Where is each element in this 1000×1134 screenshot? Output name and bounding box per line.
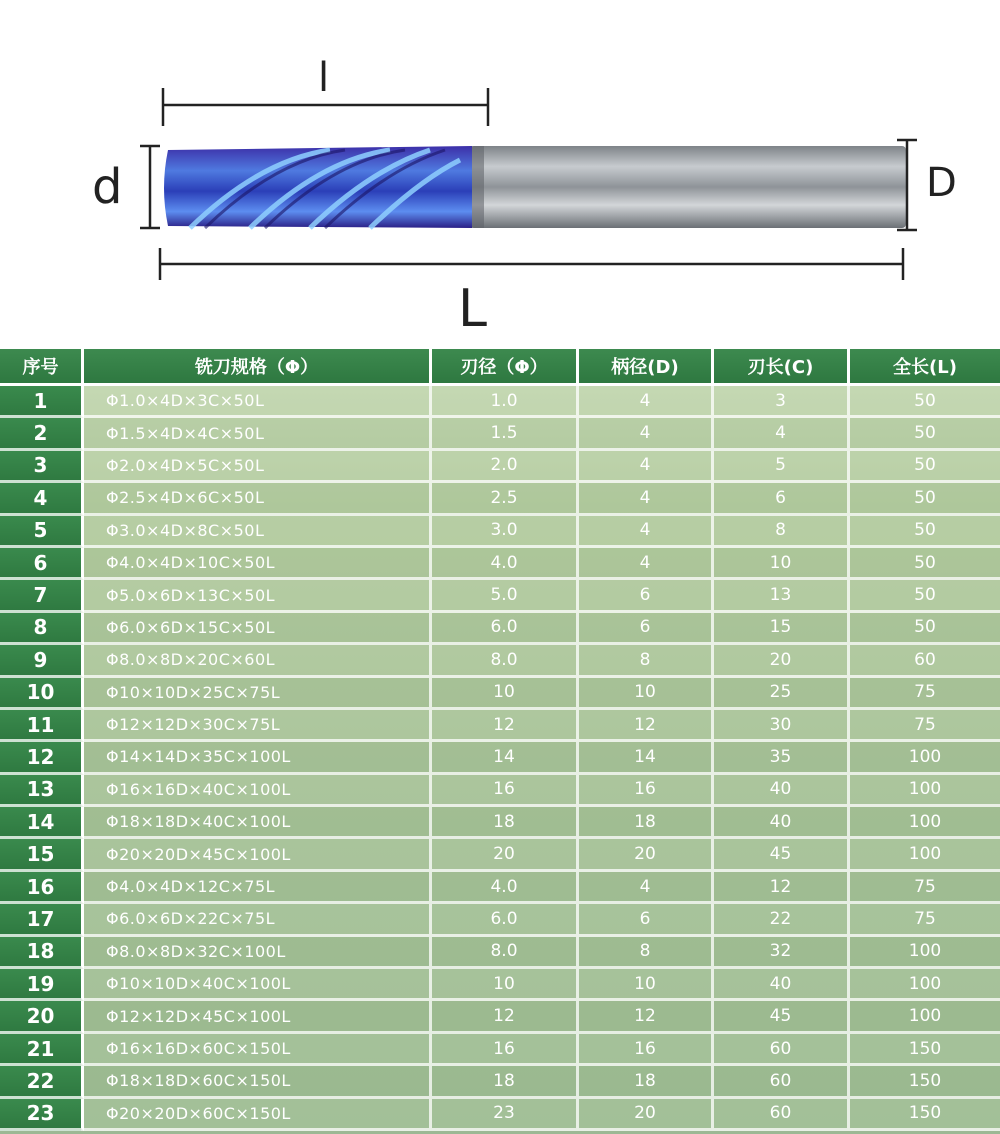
overall-length-cell: 150 xyxy=(850,1066,1000,1098)
shank-diameter-cell: 4 xyxy=(579,418,714,450)
row-index: 22 xyxy=(0,1066,84,1098)
row-index: 20 xyxy=(0,1001,84,1033)
blade-diameter-cell: 3.0 xyxy=(432,516,579,548)
shank-diameter-cell: 6 xyxy=(579,613,714,645)
edge-length-cell: 40 xyxy=(714,807,850,839)
row-index: 11 xyxy=(0,710,84,742)
shank xyxy=(470,146,906,228)
shank-diameter-cell: 16 xyxy=(579,1034,714,1066)
blade-diameter-cell: 6.0 xyxy=(432,613,579,645)
blade-diameter-cell: 8.0 xyxy=(432,937,579,969)
blade-diameter-cell: 6.0 xyxy=(432,904,579,936)
blade-diameter-cell: 18 xyxy=(432,1066,579,1098)
blade-diameter-cell: 12 xyxy=(432,710,579,742)
spec-cell: Φ2.5×4D×6C×50L xyxy=(84,483,432,515)
spec-cell: Φ6.0×6D×15C×50L xyxy=(84,613,432,645)
blade-diameter-cell: 4.0 xyxy=(432,548,579,580)
shank-diameter-cell: 20 xyxy=(579,839,714,871)
table-row xyxy=(0,839,1000,871)
edge-length-cell: 45 xyxy=(714,1001,850,1033)
shank-diameter-cell: 12 xyxy=(579,710,714,742)
row-index: 10 xyxy=(0,678,84,710)
spec-cell: Φ10×10D×40C×100L xyxy=(84,969,432,1001)
spec-cell: Φ6.0×6D×22C×75L xyxy=(84,904,432,936)
shank-diameter-cell: 14 xyxy=(579,742,714,774)
header-spec: 铣刀规格（Φ） xyxy=(84,349,432,386)
blade-diameter-cell: 16 xyxy=(432,775,579,807)
shank-diameter-cell: 18 xyxy=(579,1066,714,1098)
spec-cell: Φ18×18D×40C×100L xyxy=(84,807,432,839)
blade-diameter-cell: 14 xyxy=(432,742,579,774)
spec-cell: Φ4.0×4D×12C×75L xyxy=(84,872,432,904)
edge-length-cell: 40 xyxy=(714,969,850,1001)
header-blade-diameter: 刃径（Φ） xyxy=(432,349,579,386)
row-index: 1 xyxy=(0,386,84,418)
row-index: 18 xyxy=(0,937,84,969)
row-index: 23 xyxy=(0,1099,84,1131)
blade-diameter-cell: 2.0 xyxy=(432,451,579,483)
edge-length-cell: 30 xyxy=(714,710,850,742)
row-index: 14 xyxy=(0,807,84,839)
table-row xyxy=(0,937,1000,969)
overall-length-cell: 100 xyxy=(850,839,1000,871)
row-index: 17 xyxy=(0,904,84,936)
edge-length-cell: 22 xyxy=(714,904,850,936)
spec-cell: Φ8.0×8D×32C×100L xyxy=(84,937,432,969)
overall-length-cell: 75 xyxy=(850,872,1000,904)
spec-cell: Φ20×20D×45C×100L xyxy=(84,839,432,871)
overall-length-cell: 100 xyxy=(850,969,1000,1001)
overall-length-cell: 100 xyxy=(850,807,1000,839)
blade-diameter-cell: 12 xyxy=(432,1001,579,1033)
row-index: 8 xyxy=(0,613,84,645)
edge-length-cell: 5 xyxy=(714,451,850,483)
table-row xyxy=(0,969,1000,1001)
spec-cell: Φ20×20D×60C×150L xyxy=(84,1099,432,1131)
row-index: 15 xyxy=(0,839,84,871)
table-row xyxy=(0,1066,1000,1098)
blade-diameter-cell: 1.0 xyxy=(432,386,579,418)
row-index: 3 xyxy=(0,451,84,483)
table-row xyxy=(0,710,1000,742)
spec-cell: Φ14×14D×35C×100L xyxy=(84,742,432,774)
table-row xyxy=(0,613,1000,645)
row-index: 12 xyxy=(0,742,84,774)
edge-length-label: l xyxy=(318,55,330,101)
overall-length-cell: 50 xyxy=(850,451,1000,483)
edge-length-cell: 60 xyxy=(714,1099,850,1131)
row-index: 19 xyxy=(0,969,84,1001)
overall-length-cell: 150 xyxy=(850,1034,1000,1066)
table-row xyxy=(0,386,1000,418)
blade-diameter-cell: 8.0 xyxy=(432,645,579,677)
overall-length-cell: 75 xyxy=(850,710,1000,742)
row-index: 13 xyxy=(0,775,84,807)
row-index: 21 xyxy=(0,1034,84,1066)
edge-length-cell: 10 xyxy=(714,548,850,580)
spec-cell: Φ3.0×4D×8C×50L xyxy=(84,516,432,548)
spec-cell: Φ4.0×4D×10C×50L xyxy=(84,548,432,580)
spec-cell: Φ5.0×6D×13C×50L xyxy=(84,580,432,612)
row-index: 9 xyxy=(0,645,84,677)
overall-length-cell: 75 xyxy=(850,678,1000,710)
shank-diameter-cell: 10 xyxy=(579,969,714,1001)
table-row xyxy=(0,678,1000,710)
blade-diameter-label: d xyxy=(92,159,123,215)
overall-length-cell: 100 xyxy=(850,775,1000,807)
spec-cell: Φ8.0×8D×20C×60L xyxy=(84,645,432,677)
table-row xyxy=(0,1034,1000,1066)
overall-length-cell: 100 xyxy=(850,742,1000,774)
blade-diameter-cell: 5.0 xyxy=(432,580,579,612)
spec-cell: Φ16×16D×40C×100L xyxy=(84,775,432,807)
shank-diameter-cell: 6 xyxy=(579,580,714,612)
spec-cell: Φ2.0×4D×5C×50L xyxy=(84,451,432,483)
shank-diameter-cell: 4 xyxy=(579,451,714,483)
row-index: 6 xyxy=(0,548,84,580)
row-index: 2 xyxy=(0,418,84,450)
shank-diameter-cell: 6 xyxy=(579,904,714,936)
edge-length-cell: 3 xyxy=(714,386,850,418)
shank-diameter-cell: 4 xyxy=(579,516,714,548)
shank-diameter-cell: 4 xyxy=(579,483,714,515)
table-row xyxy=(0,775,1000,807)
row-index: 7 xyxy=(0,580,84,612)
table-row xyxy=(0,872,1000,904)
overall-length-cell: 50 xyxy=(850,580,1000,612)
edge-length-cell: 6 xyxy=(714,483,850,515)
overall-length-label: L xyxy=(458,279,487,339)
overall-length-cell: 50 xyxy=(850,613,1000,645)
edge-length-cell: 4 xyxy=(714,418,850,450)
table-row xyxy=(0,516,1000,548)
overall-length-cell: 100 xyxy=(850,1001,1000,1033)
header-overall-length: 全长(L) xyxy=(850,349,1000,386)
row-index: 4 xyxy=(0,483,84,515)
blade-diameter-cell: 18 xyxy=(432,807,579,839)
overall-length-cell: 150 xyxy=(850,1099,1000,1131)
row-index: 16 xyxy=(0,872,84,904)
row-index: 5 xyxy=(0,516,84,548)
header-shank-diameter: 柄径(D) xyxy=(579,349,714,386)
edge-length-cell: 40 xyxy=(714,775,850,807)
table-row xyxy=(0,1099,1000,1131)
overall-length-cell: 75 xyxy=(850,904,1000,936)
shank-diameter-cell: 4 xyxy=(579,548,714,580)
overall-length-cell: 50 xyxy=(850,516,1000,548)
edge-length-cell: 20 xyxy=(714,645,850,677)
edge-length-cell: 12 xyxy=(714,872,850,904)
shank-diameter-cell: 12 xyxy=(579,1001,714,1033)
spec-table xyxy=(0,349,1000,1134)
table-row xyxy=(0,645,1000,677)
blade-diameter-cell: 10 xyxy=(432,678,579,710)
table-row xyxy=(0,580,1000,612)
table-row xyxy=(0,451,1000,483)
spec-cell: Φ12×12D×45C×100L xyxy=(84,1001,432,1033)
blade-diameter-cell: 23 xyxy=(432,1099,579,1131)
shank-diameter-cell: 10 xyxy=(579,678,714,710)
overall-length-cell: 50 xyxy=(850,386,1000,418)
edge-length-cell: 35 xyxy=(714,742,850,774)
spec-cell: Φ16×16D×60C×150L xyxy=(84,1034,432,1066)
blade-diameter-cell: 2.5 xyxy=(432,483,579,515)
edge-length-cell: 25 xyxy=(714,678,850,710)
shank-diameter-cell: 16 xyxy=(579,775,714,807)
edge-length-cell: 32 xyxy=(714,937,850,969)
table-row xyxy=(0,807,1000,839)
edge-length-cell: 45 xyxy=(714,839,850,871)
overall-length-cell: 50 xyxy=(850,483,1000,515)
overall-length-cell: 50 xyxy=(850,548,1000,580)
spec-cell: Φ1.0×4D×3C×50L xyxy=(84,386,432,418)
edge-length-cell: 15 xyxy=(714,613,850,645)
shank-diameter-cell: 20 xyxy=(579,1099,714,1131)
shank-diameter-cell: 8 xyxy=(579,645,714,677)
blade-diameter-cell: 20 xyxy=(432,839,579,871)
overall-length-cell: 60 xyxy=(850,645,1000,677)
table-body xyxy=(0,386,1000,1131)
shank-diameter-cell: 4 xyxy=(579,386,714,418)
edge-length-cell: 8 xyxy=(714,516,850,548)
spec-cell: Φ1.5×4D×4C×50L xyxy=(84,418,432,450)
table-row xyxy=(0,742,1000,774)
blade-diameter-cell: 1.5 xyxy=(432,418,579,450)
end-mill-drawing xyxy=(0,0,1000,345)
spec-cell: Φ18×18D×60C×150L xyxy=(84,1066,432,1098)
end-mill-diagram xyxy=(0,0,1000,345)
table-header-row xyxy=(0,349,1000,386)
spec-cell: Φ10×10D×25C×75L xyxy=(84,678,432,710)
edge-length-cell: 13 xyxy=(714,580,850,612)
edge-length-cell: 60 xyxy=(714,1034,850,1066)
blade-diameter-cell: 4.0 xyxy=(432,872,579,904)
blade-diameter-cell: 10 xyxy=(432,969,579,1001)
table-row xyxy=(0,418,1000,450)
table-row xyxy=(0,548,1000,580)
spec-cell: Φ12×12D×30C×75L xyxy=(84,710,432,742)
table-row xyxy=(0,904,1000,936)
header-edge-length: 刃长(C) xyxy=(714,349,850,386)
overall-length-cell: 50 xyxy=(850,418,1000,450)
overall-length-cell: 100 xyxy=(850,937,1000,969)
edge-length-cell: 60 xyxy=(714,1066,850,1098)
table-row xyxy=(0,483,1000,515)
table-row xyxy=(0,1001,1000,1033)
shank-diameter-cell: 18 xyxy=(579,807,714,839)
blade-diameter-cell: 16 xyxy=(432,1034,579,1066)
shank-diameter-cell: 4 xyxy=(579,872,714,904)
header-index: 序号 xyxy=(0,349,84,386)
shank-diameter-cell: 8 xyxy=(579,937,714,969)
shank-diameter-label: D xyxy=(926,160,957,206)
